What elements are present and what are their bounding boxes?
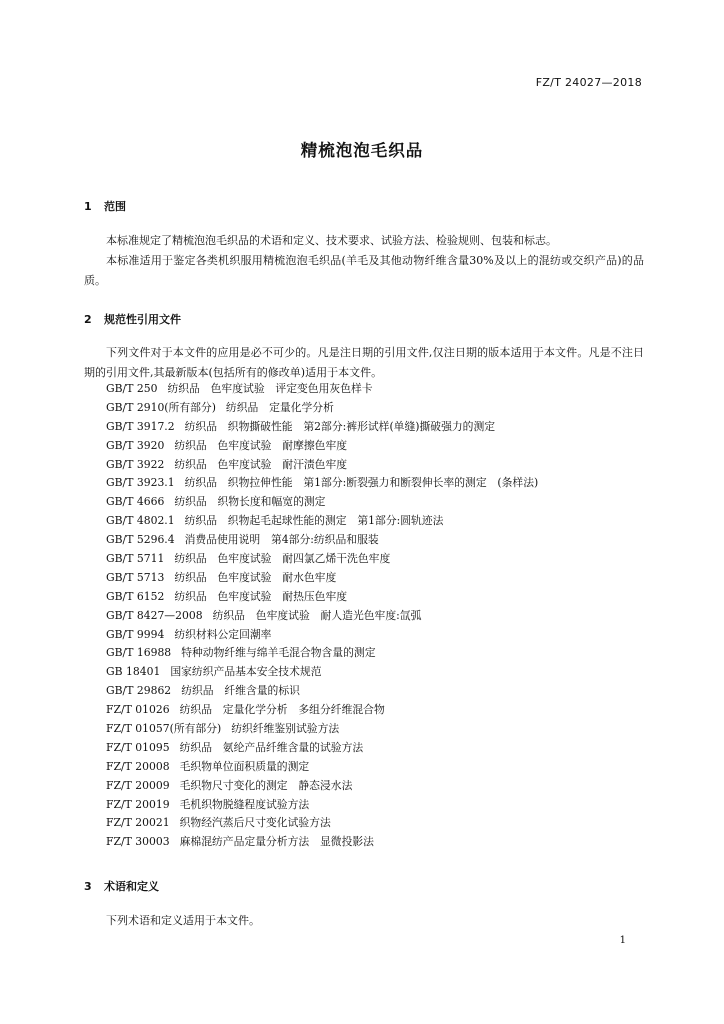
reference-item [106,796,538,815]
reference-title: 纺织纤维鉴别试验方法 [231,722,340,736]
reference-item [106,380,538,399]
section-title: 范围 [104,200,126,213]
reference-code: GB/T 2910(所有部分) [106,400,216,414]
reference-item [106,588,538,607]
section-title: 规范性引用文件 [104,313,181,326]
reference-title: 纺织品 织物拉伸性能 第1部分:断裂强力和断裂伸长率的测定 (条样法) [184,476,539,490]
reference-list [106,380,538,852]
references-intro-paragraph: 下列文件对于本文件的应用是必不可少的。凡是注日期的引用文件,仅注日期的版本适用于本文件。凡是不注日期的引用文件,其最新版本(包括所有的修改单)适用于本文件。 [84,346,644,379]
reference-title: 纺织品 纤维含量的标识 [181,684,300,698]
reference-title: 纺织品 色牢度试验 评定变色用灰色样卡 [167,382,373,395]
reference-code: GB/T 6152 [106,589,165,603]
reference-title: 毛织物单位面积质量的测定 [179,759,310,773]
reference-item [106,437,538,456]
reference-title: 纺织品 定量化学分析 [225,400,334,414]
section-heading-scope [84,198,126,214]
reference-title: 消费品使用说明 第4部分:纺织品和服装 [184,533,379,547]
reference-title: 纺织品 色牢度试验 耐人造光色牢度:氙弧 [212,608,422,622]
reference-item [106,720,538,739]
reference-code: GB/T 29862 [106,684,172,698]
reference-code: GB/T 3922 [106,457,165,471]
reference-title: 织物经汽蒸后尺寸变化试验方法 [179,816,331,830]
reference-title: 纺织品 色牢度试验 耐水色牢度 [174,570,337,584]
reference-title: 纺织品 色牢度试验 耐摩擦色牢度 [174,438,348,452]
reference-code: GB/T 5713 [106,570,165,584]
reference-code: FZ/T 20009 [106,778,170,792]
reference-item [106,739,538,758]
reference-item [106,814,538,833]
section-number: 2 [84,313,92,326]
scope-paragraph-1: 本标准规定了精梳泡泡毛织品的术语和定义、技术要求、试验方法、检验规则、包装和标志。 [106,234,557,247]
reference-item [106,399,538,418]
reference-code: GB/T 8427—2008 [106,608,203,622]
reference-title: 纺织品 织物起毛起球性能的测定 第1部分:圆轨迹法 [184,514,444,528]
page-number: 1 [619,935,626,946]
reference-title: 毛织物尺寸变化的测定 静态浸水法 [179,778,353,792]
reference-item [106,663,538,682]
document-title: 精梳泡泡毛织品 [300,141,424,160]
reference-title: 纺织品 织物长度和幅宽的测定 [174,495,326,509]
terms-intro-paragraph: 下列术语和定义适用于本文件。 [106,914,260,927]
reference-code: GB/T 250 [106,382,158,395]
scope-paragraph-2: 本标准适用于鉴定各类机织服用精梳泡泡毛织品(羊毛及其他动物纤维含量30%及以上的混纺或交织产品)的品质。 [84,254,644,287]
reference-code: GB 18401 [106,665,161,679]
section-number: 3 [84,880,92,893]
reference-item [106,626,538,645]
reference-item [106,493,538,512]
reference-code: FZ/T 01026 [106,703,170,717]
reference-item [106,644,538,663]
section-number: 1 [84,200,92,213]
reference-item [106,569,538,588]
reference-code: FZ/T 20008 [106,759,170,773]
section-title: 术语和定义 [104,880,159,893]
reference-item [106,607,538,626]
reference-code: GB/T 16988 [106,646,172,660]
reference-code: GB/T 3917.2 [106,419,175,433]
reference-item [106,701,538,720]
reference-code: GB/T 9994 [106,627,165,641]
reference-title: 国家纺织产品基本安全技术规范 [170,665,322,679]
reference-item [106,418,538,437]
reference-code: GB/T 5296.4 [106,533,175,547]
reference-code: GB/T 3923.1 [106,476,175,490]
reference-title: 纺织品 定量化学分析 多组分纤维混合物 [179,703,385,717]
reference-item [106,682,538,701]
reference-title: 纺织品 色牢度试验 耐热压色牢度 [174,589,348,603]
reference-title: 纺织品 色牢度试验 耐汗渍色牢度 [174,457,348,471]
reference-title: 纺织品 氨纶产品纤维含量的试验方法 [179,740,364,754]
reference-code: FZ/T 20021 [106,816,170,830]
reference-item [106,758,538,777]
reference-code: FZ/T 30003 [106,835,170,849]
reference-title: 麻棉混纺产品定量分析方法 显微投影法 [179,835,374,849]
reference-code: GB/T 3920 [106,438,165,452]
reference-title: 特种动物纤维与绵羊毛混合物含量的测定 [181,646,376,660]
document-code: FZ/T 24027—2018 [535,76,642,89]
reference-item [106,456,538,475]
reference-title: 纺织品 织物撕破性能 第2部分:裤形试样(单缝)撕破强力的测定 [184,419,496,433]
reference-title: 纺织材料公定回潮率 [174,627,272,641]
reference-item [106,474,538,493]
reference-item [106,512,538,531]
reference-code: GB/T 4802.1 [106,514,175,528]
reference-code: GB/T 4666 [106,495,165,509]
reference-item [106,833,538,852]
section-heading-normative-references [84,311,181,327]
reference-item [106,531,538,550]
reference-title: 毛机织物脱缝程度试验方法 [179,797,310,811]
reference-title: 纺织品 色牢度试验 耐四氯乙烯干洗色牢度 [174,552,391,566]
section-heading-terms-and-definitions [84,878,159,894]
reference-code: FZ/T 01057(所有部分) [106,722,222,736]
reference-code: GB/T 5711 [106,552,165,566]
reference-code: FZ/T 20019 [106,797,170,811]
reference-code: FZ/T 01095 [106,740,170,754]
reference-item [106,550,538,569]
reference-item [106,777,538,796]
